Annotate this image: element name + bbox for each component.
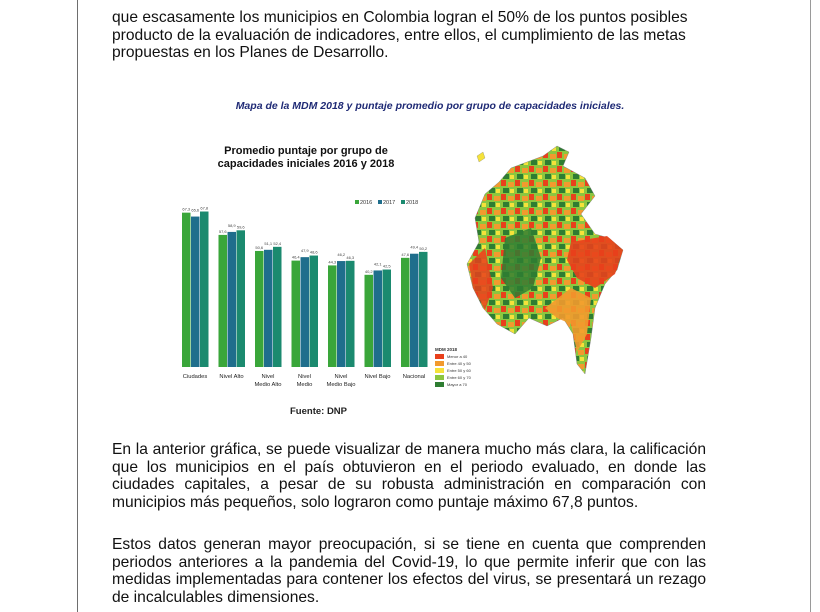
legend-swatch [355,200,359,204]
colombia-mdm-map [445,138,635,388]
legend-swatch [401,200,405,204]
data-label: 65,6 [191,207,200,213]
legend-label: 2016 [360,200,373,206]
map-legend-item: Entre 50 y 60 [435,367,471,374]
bar [255,251,264,367]
legend-label: 2018 [406,200,419,206]
bar [200,212,209,367]
data-label: 48,6 [309,249,318,255]
page-left-edge [77,0,78,612]
chart-title-line-1: Promedio puntaje por grupo de [224,145,388,157]
data-label: 49,4 [410,244,419,250]
data-label: 67,8 [200,205,209,211]
data-label: 44,3 [328,259,337,265]
data-label: 50,2 [419,245,428,251]
bar [264,250,273,367]
page-right-edge [810,0,811,612]
map-legend-item: Menor a 40 [435,353,471,360]
category-label: Ciudades [182,374,208,380]
map-legend [435,346,471,388]
bar [273,247,282,367]
bar [401,258,410,367]
chart-title [196,145,416,171]
category-label: Nivel [334,374,348,380]
bar [337,261,346,367]
data-label: 42,5 [382,263,391,269]
data-label: 47,6 [401,251,410,257]
bar [182,213,191,367]
data-label: 51,1 [264,240,273,246]
bar [292,261,301,367]
category-label: Nivel [298,374,311,380]
data-label: 57,6 [218,228,227,234]
data-label: 58,9 [227,222,236,228]
legend-swatch [378,200,382,204]
bar [228,232,237,367]
bar [219,235,228,367]
data-label: 52,4 [273,240,282,246]
data-label: 40,2 [364,268,373,274]
map-legend-item: Mayor a 70 [435,381,471,388]
bar [310,256,319,367]
legend-label: 2017 [383,200,396,206]
paragraph-concern: Estos datos generan mayor preocupación, si se tiene en cuenta que comprenden periodos anteriores a la pandemia del Covid-19, lo que permite inferir que con las medidas implementadas para contener los efectos del virus, se presentará un rezago de incalculables dimensiones. [112,536,706,606]
data-label: 42,1 [373,261,382,267]
bar [374,270,383,367]
data-label: 46,4 [291,254,300,260]
bar [365,275,374,367]
data-label: 59,6 [236,224,245,230]
bar [410,254,419,367]
figure-title: Mapa de la MDM 2018 y puntaje promedio por grupo de capacidades iniciales. [235,100,625,112]
data-label: 46,2 [337,252,346,258]
map-legend-title: MDM 2018 [435,347,458,352]
chart-title-line-2: capacidades iniciales 2016 y 2018 [217,158,395,170]
top-paragraph: que escasamente los municipios en Colombia logran el 50% de los puntos posibles producto de la evaluación de indicadores, entre ellos, el cumplimiento de las metas propuestas en los Planes de Desarrollo. [112,9,688,61]
source-caption: Fuente: DNP [290,406,347,417]
category-label: Medio [296,382,313,388]
bar [383,270,392,367]
bar [237,230,246,367]
bar [328,265,337,367]
data-label: 50,6 [255,244,264,250]
category-label: Nivel Alto [219,374,244,380]
data-label: 46,3 [346,254,355,260]
map-legend-item: Entre 60 y 70 [435,374,471,381]
bar [419,252,428,367]
category-label: Medio Bajo [326,382,356,388]
data-label: 67,3 [182,206,191,212]
bar [191,217,200,367]
category-label: Nivel [261,374,275,380]
data-label: 47,9 [300,248,309,254]
category-label: Medio Alto [254,382,282,388]
bar-chart [170,190,440,395]
map-legend-item: Entre 40 y 50 [435,360,471,367]
category-label: Nacional [402,374,426,380]
paragraph-analysis: En la anterior gráfica, se puede visualizar de manera mucho más clara, la calificación que los municipios en el país obtuvieron en el periodo evaluado, en donde las ciudades capitales, a pesar de su robusta administración en comparación con municipios más pequeños, solo lograron como puntaje máximo 67,8 puntos. [112,441,706,511]
category-label: Nivel Bajo [364,374,391,380]
bar [346,261,355,367]
bar [301,257,310,367]
map-island [477,152,485,162]
